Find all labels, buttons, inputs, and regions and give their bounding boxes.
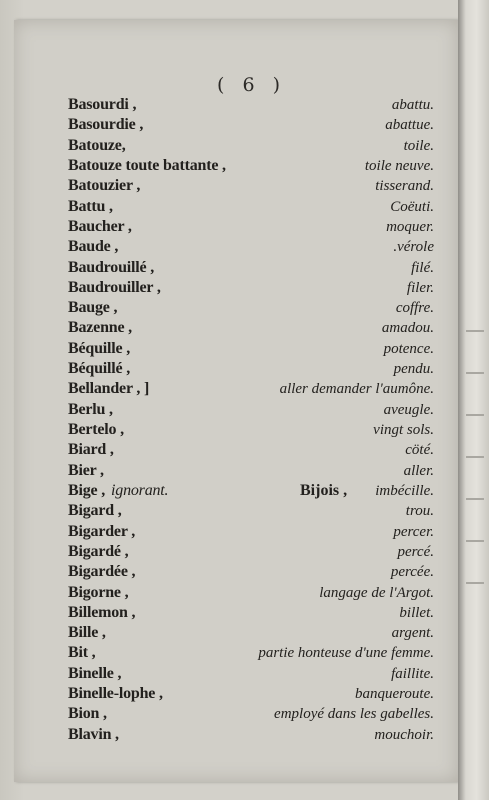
glossary-entry — [68, 115, 434, 135]
entry-term — [68, 725, 119, 745]
entry-term-text: Berlu , — [68, 400, 113, 418]
entry-definition: filé. — [411, 259, 434, 276]
entry-term-text: Binelle , — [68, 664, 122, 682]
entry-term — [68, 420, 124, 440]
entry-term-text: Baudrouiller , — [68, 278, 161, 296]
glossary-entry — [68, 278, 434, 298]
spine-mark — [466, 414, 484, 416]
entry-term — [68, 664, 121, 684]
entry-term — [68, 278, 161, 298]
entry-definition: coffre. — [395, 300, 434, 317]
entry-term-text: Biard , — [68, 441, 114, 459]
entry-term-text: Bille , — [68, 624, 106, 642]
entry-definition: toile neuve. — [364, 157, 434, 174]
entry-term-text: Bion , — [68, 705, 107, 723]
spine-mark — [466, 372, 484, 374]
glossary-entry — [68, 156, 434, 176]
glossary-entry — [68, 643, 434, 663]
entry-term-text: Bigard , — [68, 502, 122, 520]
entry-term-text: Batouzier , — [68, 177, 141, 195]
entry-definition: percée. — [390, 564, 434, 581]
entry-term — [68, 440, 114, 460]
entry-term-text: Basourdi , — [68, 96, 137, 113]
entry-definition: toile. — [403, 137, 434, 154]
entry-term — [68, 379, 149, 399]
entry-definition: aveugle. — [383, 401, 434, 418]
entry-term — [68, 258, 154, 278]
entry-term — [68, 461, 104, 481]
glossary-entry — [68, 501, 434, 521]
entry-term-text: Bigarder , — [68, 522, 136, 540]
entry-term-text: Bier , — [68, 461, 104, 479]
glossary-entries — [68, 95, 434, 745]
glossary-entry — [68, 684, 434, 704]
glossary-entry — [68, 542, 434, 562]
entry-term — [68, 562, 135, 582]
entry-term — [68, 400, 113, 420]
entry-definition: mouchoir. — [374, 726, 434, 743]
glossary-entry — [68, 664, 434, 684]
glossary-entry — [68, 481, 434, 501]
entry-term — [68, 115, 143, 135]
entry-term — [68, 156, 226, 176]
entry-term-text: Béquillé , — [68, 360, 131, 378]
entry-term-text: Batouze, — [68, 136, 126, 154]
entry-term — [68, 136, 126, 156]
spine-mark — [466, 330, 484, 332]
entry-definition: trou. — [405, 503, 434, 520]
glossary-entry — [68, 400, 434, 420]
entry-term — [68, 704, 107, 724]
entry-term — [68, 522, 135, 542]
entry-term — [68, 643, 95, 663]
entry-term — [68, 684, 163, 704]
entry-term-note: ignorant. — [111, 481, 169, 499]
glossary-entry — [68, 95, 434, 115]
entry-term — [68, 298, 117, 318]
entry-definition: percer. — [393, 523, 434, 540]
entry-term — [68, 176, 140, 196]
entry-definition: pendu. — [393, 361, 434, 378]
glossary-entry — [68, 298, 434, 318]
glossary-entry — [68, 522, 434, 542]
entry-term-text: Bit , — [68, 644, 96, 662]
entry-term-text: Baucher , — [68, 217, 132, 235]
entry-term — [68, 339, 130, 359]
entry-definition: abattu. — [391, 97, 434, 113]
glossary-entry — [68, 583, 434, 603]
entry-term — [68, 583, 128, 603]
spine-mark — [466, 498, 484, 500]
entry-definition: langage de l'Argot. — [319, 584, 434, 601]
glossary-entry — [68, 318, 434, 338]
entry-definition: aller demander l'aumône. — [279, 381, 434, 398]
entry-definition: banqueroute. — [354, 686, 434, 703]
entry-definition: aller. — [403, 462, 434, 479]
entry-term-text: Battu , — [68, 197, 113, 215]
entry-term-text: Bige , — [68, 481, 106, 499]
entry-definition: faillite. — [391, 665, 434, 682]
glossary-entry — [68, 461, 434, 481]
entry-second-term: Bijois , — [300, 481, 348, 499]
glossary-entry — [68, 176, 434, 196]
entry-term-text: Blavin , — [68, 725, 119, 743]
glossary-entry — [68, 704, 434, 724]
entry-term — [68, 359, 130, 379]
entry-definition: potence. — [383, 340, 434, 357]
entry-term — [68, 237, 118, 257]
entry-term — [68, 623, 106, 643]
glossary-entry — [68, 217, 434, 237]
entry-definition: imbécille. — [375, 482, 434, 499]
entry-definition: .vérole — [393, 239, 434, 256]
glossary-entry — [68, 359, 434, 379]
entry-definition: Coëuti. — [390, 198, 434, 215]
entry-definition: percé. — [397, 543, 434, 560]
entry-term — [68, 197, 113, 217]
entry-term-text: Bellander , ] — [68, 380, 150, 398]
entry-term-text: Binelle-lophe , — [68, 685, 163, 703]
glossary-entry — [68, 603, 434, 623]
entry-term-text: Bigardé , — [68, 542, 129, 560]
entry-term — [68, 481, 168, 501]
page-number: ( 6 ) — [217, 74, 286, 96]
spine-mark — [466, 582, 484, 584]
entry-term-text: Baudrouillé , — [68, 258, 155, 276]
entry-term-text: Baude , — [68, 238, 119, 256]
entry-definition: argent. — [391, 625, 434, 642]
spine-mark — [466, 456, 484, 458]
entry-term — [68, 217, 132, 237]
glossary-entry — [68, 339, 434, 359]
entry-definition: employé dans les gabelles. — [274, 706, 434, 723]
entry-term — [68, 603, 135, 623]
glossary-entry — [68, 258, 434, 278]
entry-definition: filer. — [406, 279, 434, 296]
entry-definition: abattue. — [385, 117, 434, 134]
entry-definition: amadou. — [381, 320, 434, 337]
spine-mark — [466, 540, 484, 542]
entry-term-text: Bauge , — [68, 299, 118, 317]
glossary-entry — [68, 237, 434, 257]
entry-term-text: Bertelo , — [68, 421, 124, 438]
entry-term-text: Bigorne , — [68, 583, 129, 601]
entry-definition: tisserand. — [375, 178, 434, 195]
entry-term — [68, 501, 122, 521]
entry-definition: partie honteuse d'une femme. — [258, 645, 434, 662]
glossary-entry — [68, 440, 434, 460]
entry-term-text: Basourdie , — [68, 116, 144, 134]
entry-term-text: Béquille , — [68, 339, 131, 357]
glossary-entry — [68, 197, 434, 217]
book-spine-edge — [458, 0, 489, 800]
glossary-entry — [68, 725, 434, 745]
entry-term — [68, 318, 132, 338]
entry-definition: moquer. — [386, 218, 434, 235]
entry-term-text: Bazenne , — [68, 319, 132, 337]
entry-term — [68, 95, 136, 115]
glossary-entry — [68, 379, 434, 399]
entry-definition: vingt sols. — [373, 422, 434, 438]
entry-definition: cöté. — [405, 442, 434, 459]
entry-term-text: Bigardée , — [68, 563, 136, 581]
glossary-entry — [68, 562, 434, 582]
entry-term-text: Batouze toute battante , — [68, 156, 226, 174]
entry-definition: billet. — [399, 604, 434, 621]
glossary-entry — [68, 136, 434, 156]
glossary-entry — [68, 623, 434, 643]
glossary-entry — [68, 420, 434, 440]
entry-term — [68, 542, 128, 562]
entry-term-text: Billemon , — [68, 603, 136, 621]
